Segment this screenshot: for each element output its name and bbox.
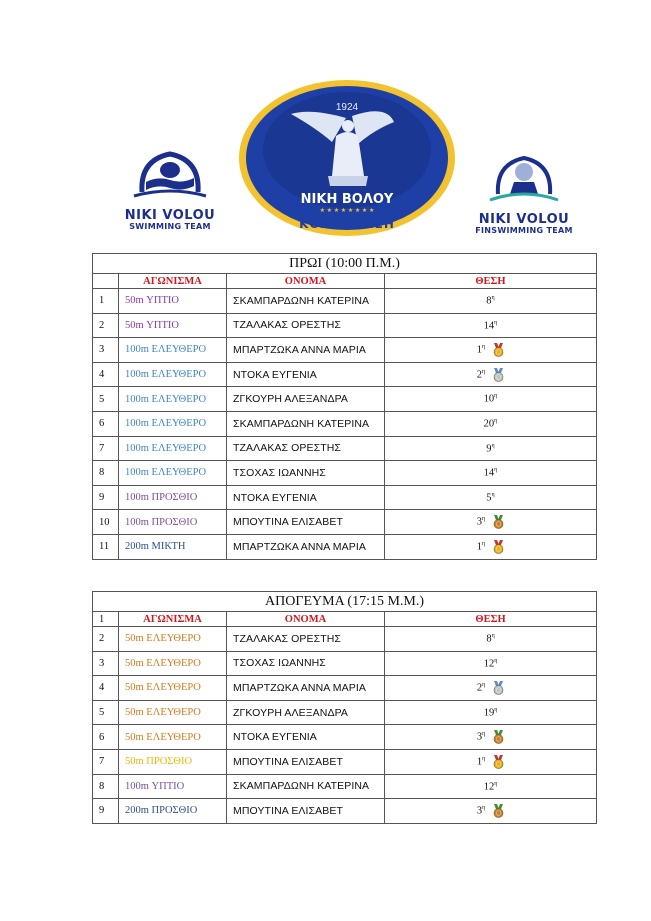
crest-banner: ΚΟΛΥΜΒΗΣΗ [299,217,395,231]
place-suffix: η [494,418,498,425]
athlete-name-cell: ΤΖΑΛΑΚΑΣ ΟΡΕΣΤΗΣ [227,313,385,338]
place-label [477,369,485,381]
bronze-medal-icon [493,730,504,744]
gold-medal-icon [493,343,504,357]
row-number: 5 [93,700,119,725]
position-value [484,393,498,405]
table-row [93,313,597,338]
bronze-medal-icon [493,804,504,818]
row-number: 9 [93,799,119,824]
place-suffix: η [482,805,486,812]
place-label [484,707,498,719]
swimming-team-logo [118,146,222,231]
athlete-name-cell: ΝΤΟΚΑ ΕΥΓΕΝΙΑ [227,485,385,510]
place-label [486,633,494,645]
place-suffix: η [494,467,498,474]
position-value [484,658,498,670]
event-cell: 100m ΥΠΤΙΟ [119,774,227,799]
silver-medal-icon [493,368,504,382]
table-row [93,725,597,750]
afternoon-results-table [92,591,597,824]
place-label [477,756,485,768]
table-row [93,799,597,824]
header-name: ΟΝΟΜΑ [227,612,385,627]
athlete-name-cell: ΖΓΚΟΥΡΗ ΑΛΕΞΑΝΔΡΑ [227,387,385,412]
place-suffix: η [482,368,486,375]
table-row [93,774,597,799]
athlete-name-cell: ΜΠΟΥΤΙΝΑ ΕΛΙΣΑΒΕΤ [227,799,385,824]
table-row [93,436,597,461]
position-cell [385,436,597,461]
table-row [93,411,597,436]
place-number: 1 [476,541,483,553]
table-row [93,749,597,774]
right-logo-line1: NIKI VOLOU [478,212,570,227]
morning-title: ΠΡΩΙ (10:00 Π.Μ.) [93,254,597,274]
gold-medal-icon [493,540,504,554]
event-cell: 100m ΕΛΕΥΘΕΡΟ [119,338,227,363]
athlete-name-cell: ΖΓΚΟΥΡΗ ΑΛΕΞΑΝΔΡΑ [227,700,385,725]
position-value [486,492,494,504]
place-suffix: η [494,780,498,787]
table-row [93,534,597,559]
table-row [93,387,597,412]
row-number: 1 [93,289,119,314]
row-number: 2 [93,313,119,338]
place-suffix: η [491,633,495,640]
place-number: 2 [476,369,483,381]
athlete-name-cell: ΝΤΟΚΑ ΕΥΓΕΝΙΑ [227,362,385,387]
row-number: 6 [93,725,119,750]
afternoon-title-row [93,592,597,612]
position-value [484,707,498,719]
bronze-medal-icon [493,515,504,529]
logo-banner [0,0,651,240]
athlete-name-cell: ΜΠΑΡΤΖΩΚΑ ΑΝΝΑ ΜΑΡΙΑ [227,338,385,363]
place-number: 3 [476,516,483,528]
athlete-name-cell: ΣΚΑΜΠΑΡΔΩΝΗ ΚΑΤΕΡΙΝΑ [227,411,385,436]
athlete-name-cell: ΤΣΟΧΑΣ ΙΩΑΝΝΗΣ [227,651,385,676]
athlete-name-cell: ΤΖΑΛΑΚΑΣ ΟΡΕΣΤΗΣ [227,627,385,652]
table-row [93,510,597,535]
place-suffix: η [482,540,486,547]
athlete-name-cell: ΜΠΑΡΤΖΩΚΑ ΑΝΝΑ ΜΑΡΙΑ [227,534,385,559]
row-number: 4 [93,362,119,387]
athlete-name-cell: ΤΖΑΛΑΚΑΣ ΟΡΕΣΤΗΣ [227,436,385,461]
place-number: 3 [476,731,483,743]
row-number: 3 [93,338,119,363]
place-number: 12 [483,781,495,793]
place-number: 12 [483,658,495,670]
place-number: 10 [483,393,495,405]
position-cell [385,774,597,799]
position-value [486,633,494,645]
place-suffix: η [494,706,498,713]
gold-medal-icon [493,755,504,769]
place-number: 2 [476,682,483,694]
swimmer-icon [130,146,210,204]
place-label [477,344,485,356]
afternoon-title: ΑΠΟΓΕΥΜΑ (17:15 Μ.Μ.) [93,592,597,612]
row-number: 9 [93,485,119,510]
finswimmer-icon [484,150,564,208]
place-suffix: η [482,731,486,738]
position-value [486,443,494,455]
club-crest-logo [236,78,458,240]
place-number: 20 [483,418,495,430]
event-cell: 100m ΠΡΟΣΘΙΟ [119,510,227,535]
place-number: 14 [483,320,495,332]
header-position: ΘΕΣΗ [385,274,597,289]
header-num: 1 [93,612,119,627]
event-cell: 100m ΕΛΕΥΘΕΡΟ [119,461,227,486]
table-row [93,700,597,725]
position-value [477,343,504,357]
place-suffix: η [494,319,498,326]
place-label [486,492,494,504]
place-number: 1 [476,756,483,768]
event-cell: 200m ΜΙΚΤΗ [119,534,227,559]
athlete-name-cell: ΣΚΑΜΠΑΡΔΩΝΗ ΚΑΤΕΡΙΝΑ [227,774,385,799]
row-number: 2 [93,627,119,652]
position-cell [385,387,597,412]
event-cell: 50m ΕΛΕΥΘΕΡΟ [119,676,227,701]
table-row [93,362,597,387]
table-row [93,338,597,363]
morning-results-table [92,253,597,560]
event-cell: 100m ΕΛΕΥΘΕΡΟ [119,411,227,436]
place-number: 8 [486,295,492,307]
afternoon-header-row [93,612,597,627]
athlete-name-cell: ΜΠΑΡΤΖΩΚΑ ΑΝΝΑ ΜΑΡΙΑ [227,676,385,701]
table-row [93,627,597,652]
event-cell: 50m ΠΡΟΣΘΙΟ [119,749,227,774]
place-label [477,682,485,694]
position-cell [385,749,597,774]
place-suffix: η [494,393,498,400]
right-logo-line2: FINSWIMMING TEAM [475,226,573,235]
position-cell [385,799,597,824]
place-label [484,467,498,479]
place-suffix: η [491,295,495,302]
event-cell: 50m ΕΛΕΥΘΕΡΟ [119,627,227,652]
row-number: 3 [93,651,119,676]
athlete-name-cell: ΤΣΟΧΑΣ ΙΩΑΝΝΗΣ [227,461,385,486]
place-suffix: η [494,657,498,664]
place-number: 3 [476,805,483,817]
position-cell [385,362,597,387]
position-value [477,755,504,769]
place-suffix: η [482,516,486,523]
table-row [93,676,597,701]
position-value [477,368,504,382]
position-value [484,418,498,430]
morning-header-row [93,274,597,289]
row-number: 5 [93,387,119,412]
row-number: 10 [93,510,119,535]
table-row [93,461,597,486]
header-name: ΟΝΟΜΑ [227,274,385,289]
position-value [477,540,504,554]
position-value [484,467,498,479]
place-label [477,541,485,553]
table-row [93,485,597,510]
header-num [93,274,119,289]
place-number: 1 [476,344,483,356]
row-number: 8 [93,461,119,486]
athlete-name-cell: ΜΠΟΥΤΙΝΑ ΕΛΙΣΑΒΕΤ [227,749,385,774]
place-suffix: η [482,682,486,689]
place-suffix: η [491,442,495,449]
position-cell [385,313,597,338]
position-value [484,320,498,332]
place-label [484,418,498,430]
left-logo-line2: SWIMMING TEAM [129,222,211,231]
morning-title-row [93,254,597,274]
header-event: ΑΓΩΝΙΣΜΑ [119,612,227,627]
place-label [477,516,485,528]
place-label [484,320,498,332]
table-row [93,289,597,314]
crest-name: ΝΙΚΗ ΒΟΛΟΥ [300,192,394,207]
row-number: 8 [93,774,119,799]
position-value [477,681,504,695]
event-cell: 100m ΕΛΕΥΘΕΡΟ [119,436,227,461]
position-cell [385,676,597,701]
left-logo-line1: NIKI VOLOU [124,208,216,223]
header-position: ΘΕΣΗ [385,612,597,627]
place-number: 14 [483,467,495,479]
event-cell: 200m ΠΡΟΣΘΙΟ [119,799,227,824]
place-label [477,731,485,743]
crest-year: 1924 [335,102,359,113]
place-label [486,443,494,455]
place-number: 8 [486,633,492,645]
row-number: 6 [93,411,119,436]
row-number: 11 [93,534,119,559]
place-suffix: η [491,491,495,498]
row-number: 7 [93,436,119,461]
position-value [477,515,504,529]
place-number: 5 [486,492,492,504]
position-cell [385,534,597,559]
event-cell: 50m ΕΛΕΥΘΕΡΟ [119,651,227,676]
athlete-name-cell: ΣΚΑΜΠΑΡΔΩΝΗ ΚΑΤΕΡΙΝΑ [227,289,385,314]
place-label [484,658,498,670]
crest-stars: ★ ★ ★ ★ ★ ★ ★ ★ [319,208,375,214]
place-suffix: η [482,344,486,351]
place-label [484,781,498,793]
event-cell: 50m ΥΠΤΙΟ [119,289,227,314]
place-number: 19 [483,707,495,719]
event-cell: 50m ΕΛΕΥΘΕΡΟ [119,725,227,750]
position-cell [385,411,597,436]
position-cell [385,651,597,676]
position-value [486,295,494,307]
finswimming-team-logo [468,150,580,235]
table-row [93,651,597,676]
header-event: ΑΓΩΝΙΣΜΑ [119,274,227,289]
position-cell [385,627,597,652]
place-label [477,805,485,817]
silver-medal-icon [493,681,504,695]
position-cell [385,485,597,510]
event-cell: 100m ΕΛΕΥΘΕΡΟ [119,362,227,387]
position-cell [385,510,597,535]
place-label [486,295,494,307]
position-cell [385,700,597,725]
position-value [477,730,504,744]
event-cell: 50m ΥΠΤΙΟ [119,313,227,338]
event-cell: 100m ΕΛΕΥΘΕΡΟ [119,387,227,412]
event-cell: 100m ΠΡΟΣΘΙΟ [119,485,227,510]
place-number: 9 [486,443,492,455]
athlete-name-cell: ΝΤΟΚΑ ΕΥΓΕΝΙΑ [227,725,385,750]
position-cell [385,461,597,486]
position-value [477,804,504,818]
position-cell [385,725,597,750]
row-number: 4 [93,676,119,701]
event-cell: 50m ΕΛΕΥΘΕΡΟ [119,700,227,725]
position-cell [385,289,597,314]
row-number: 7 [93,749,119,774]
position-value [484,781,498,793]
athlete-name-cell: ΜΠΟΥΤΙΝΑ ΕΛΙΣΑΒΕΤ [227,510,385,535]
position-cell [385,338,597,363]
place-label [484,393,498,405]
place-suffix: η [482,756,486,763]
